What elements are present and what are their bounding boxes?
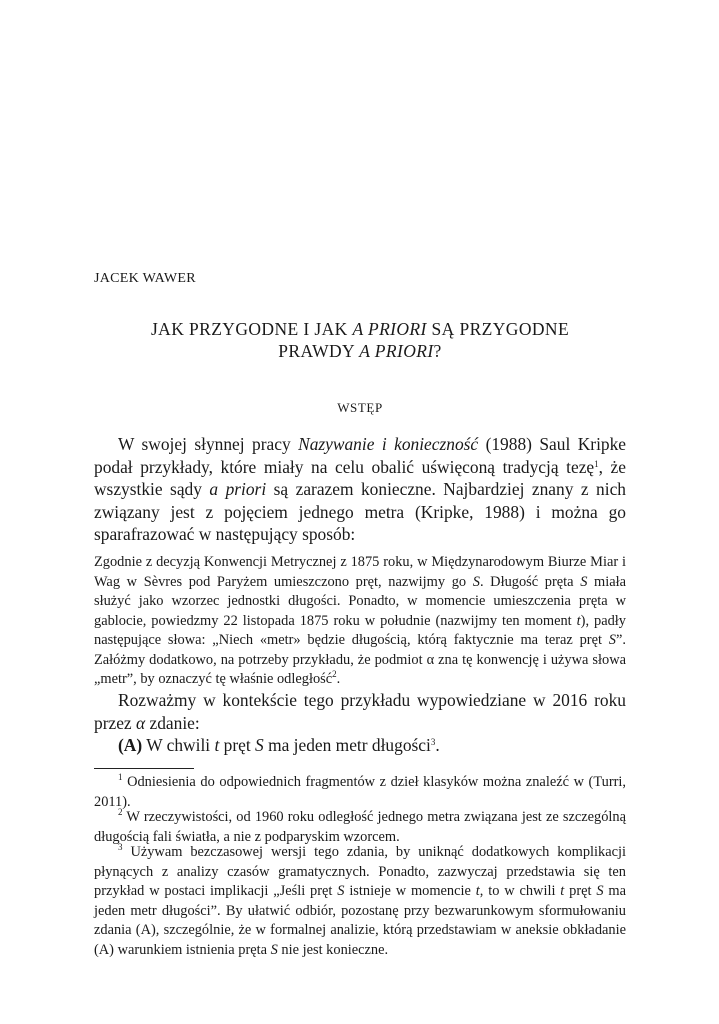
second-paragraph: Rozważmy w kontekście tego przykładu wypowiedziane w 2016 roku przez α zdanie:	[94, 690, 626, 733]
title-text: ?	[433, 341, 442, 361]
article-title-line-2	[94, 341, 626, 362]
footnote-ref-1[interactable]: 1	[594, 458, 599, 469]
statement-a: (A) W chwili t pręt S ma jeden metr długości$^3$.	[118, 735, 440, 755]
title-italic: A PRIORI	[352, 319, 427, 339]
block-quote: Zgodnie z decyzją Konwencji Metrycznej z 1875 roku, w Międzynarodowym Biurze Miar i Wag w Sèvres pod Paryżem umieszczono pręt, nazwijmy go S. Długość pręta S miała służyć jako wzorzec jednostki długości. Ponadto, w momencie umieszczenia pręta w gablocie, powiedzmy 22 listopada 1875 roku w południe (nazwijmy ten moment t), padły następujące słowa: „Niech «metr» będzie długością, którą faktycznie ma teraz pręt S”. Załóżmy dodatkowo, na potrzeby przykładu, że podmiot α zna tę konwencję i używa słowa „metr”, by oznaczyć tę właśnie odległość$^2$.	[94, 554, 627, 687]
footnote-1: $^1$ Odniesienia do odpowiednich fragmentów z dzieł klasyków można znaleźć w (Turri, 2011).	[94, 772, 626, 810]
statement-label: (A)	[118, 735, 143, 755]
footnote-divider	[94, 768, 194, 769]
footnote-ref-3[interactable]: 3	[430, 737, 436, 747]
footnote-3: $^3$ Używam bezczasowej wersji tego zdania, by uniknąć dodatkowych komplikacji płynących z analizy czasów gramatycznych. Ponadto, zazwyczaj przedstawia się ten przykład w postaci implikacji „Jeśli pręt S istnieje w momencie t, to w chwili t pręt S ma jeden metr długości”. By ułatwić odbiór, pozostanę przy bezwarunkowym sformułowaniu zdania (A), szczególnie, że w formalnej analizie, którą przedstawiam w aneksie obkładanie (A) warunkiem istnienia pręta S nie jest konieczne.	[94, 842, 627, 958]
title-text: PRAWDY	[278, 341, 360, 361]
footnote-ref-2[interactable]: 2	[332, 669, 337, 679]
section-heading: WSTĘP	[337, 400, 383, 415]
title-text: JAK PRZYGODNE I JAK	[150, 319, 353, 339]
footnote-number: 2	[118, 807, 123, 817]
footnote-number: 1	[118, 772, 123, 782]
book-title: Nazywanie i konieczność	[298, 434, 479, 454]
footnote-2: $^2$ W rzeczywistości, od 1960 roku odległość jednego metra związana jest ze szczególną długością fali światła, a nie z podparyskim wzorcem.	[94, 807, 626, 845]
author-name: JACEK WAWER	[94, 271, 196, 286]
footnote-number: 3	[118, 842, 123, 852]
intro-paragraph: W swojej słynnej pracy Nazywanie i konieczność (1988) Saul Kripke podał przykłady, które miały na celu obalić uświęconą tradycją tezę$^1$, że wszystkie sądy a priori są zarazem konieczne. Najbardziej znany z nich związany jest z pojęciem jednego metra (Kripke, 1988) i można go sparafrazować w następujący sposób:	[94, 434, 627, 544]
title-italic: A PRIORI	[359, 341, 434, 361]
article-title-line-1	[94, 319, 626, 340]
title-text: SĄ PRZYGODNE	[426, 319, 570, 339]
